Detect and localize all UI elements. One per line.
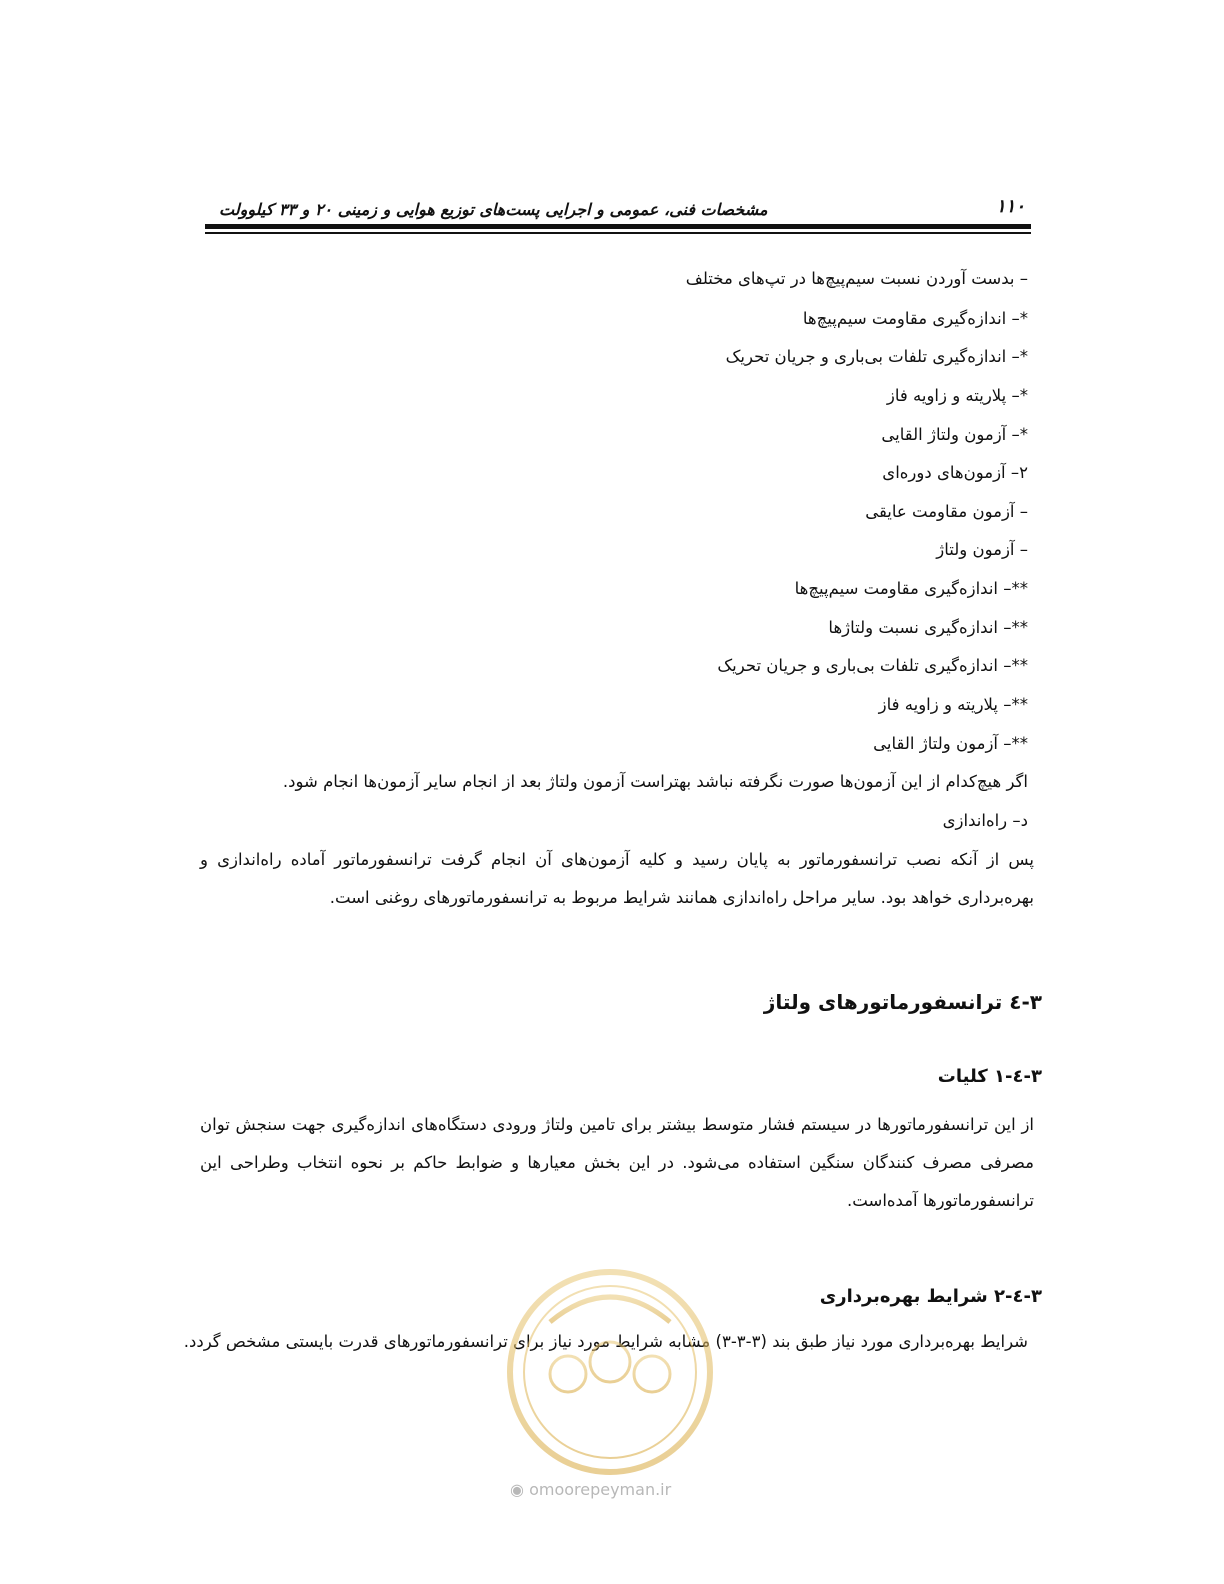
list-item: *– پلاریته و زاویه فاز <box>886 386 1028 405</box>
list-item: **– آزمون ولتاژ القایی <box>873 734 1028 753</box>
list-item: **– اندازه‌گیری تلفات بی‌باری و جریان تحریک <box>717 656 1028 675</box>
list-item: **– اندازه‌گیری مقاومت سیم‌پیچ‌ها <box>794 579 1028 598</box>
header-title: مشخصات فنی، عمومی و اجرایی پست‌های توزیع هوایی و زمینی ۲۰ و ۳۳ کیلوولت <box>219 200 768 219</box>
section-heading: ۳-٤ ترانسفورماتورهای ولتاژ <box>763 990 1042 1014</box>
subsection-heading: ۳-٤-۲ شرایط بهره‌برداری <box>819 1286 1042 1307</box>
paragraph-operating-conditions: شرایط بهره‌برداری مورد نیاز طبق بند (۳-۳-۳) مشابه شرایط مورد نیاز برای ترانسفورماتورهای قدرت بایستی مشخص گردد. <box>183 1332 1028 1351</box>
globe-icon: ◉ <box>510 1480 524 1499</box>
list-item: **– پلاریته و زاویه فاز <box>878 695 1028 714</box>
list-item: د– راه‌اندازی <box>942 811 1028 830</box>
list-item: – آزمون مقاومت عایقی <box>865 502 1028 521</box>
list-item: *– آزمون ولتاژ القایی <box>881 425 1028 444</box>
list-item: *– اندازه‌گیری مقاومت سیم‌پیچ‌ها <box>802 309 1028 328</box>
list-item: ۲– آزمون‌های دوره‌ای <box>882 463 1028 482</box>
page-number: ۱۱۰ <box>995 196 1025 217</box>
watermark-logo <box>490 1262 730 1482</box>
list-item: *– اندازه‌گیری تلفات بی‌باری و جریان تحریک <box>725 347 1028 366</box>
paragraph-startup: پس از آنکه نصب ترانسفورماتور به پایان رسید و کلیه آزمون‌های آن انجام گرفت ترانسفورماتور آماده راه‌اندازی و بهره‌برداری خواهد بود. سایر مراحل راه‌اندازی همانند شرایط مربوط به ترانسفورماتورهای روغنی است. <box>200 850 1034 907</box>
note-line: اگر هیچ‌کدام از این آزمون‌ها صورت نگرفته نباشد بهتراست آزمون ولتاژ بعد از انجام سایر آزمون‌ها انجام شود. <box>282 772 1028 791</box>
watermark-site-text: omoorepeyman.ir <box>529 1480 672 1499</box>
header-rule-thin <box>205 232 1031 234</box>
paragraph-general: از این ترانسفورماتورها در سیستم فشار متوسط بیشتر برای تامین ولتاژ ورودی دستگاه‌های اندازه‌گیری جهت سنجش توان مصرفی مصرف کنندگان سنگین استفاده می‌شود. در این بخش معیارها و ضوابط حاکم بر نحوه انتخاب وطراحی این ترانسفورماتورها آمده‌است. <box>200 1115 1034 1210</box>
list-item: – آزمون ولتاژ <box>936 540 1028 559</box>
list-item: **– اندازه‌گیری نسبت ولتاژها <box>828 618 1028 637</box>
header-rule-thick <box>205 224 1031 229</box>
list-item: – بدست آوردن نسبت سیم‌پیچ‌ها در تپ‌های مختلف <box>685 269 1028 288</box>
watermark-site <box>510 1480 671 1499</box>
subsection-heading: ۳-٤-۱ کلیات <box>937 1066 1042 1087</box>
